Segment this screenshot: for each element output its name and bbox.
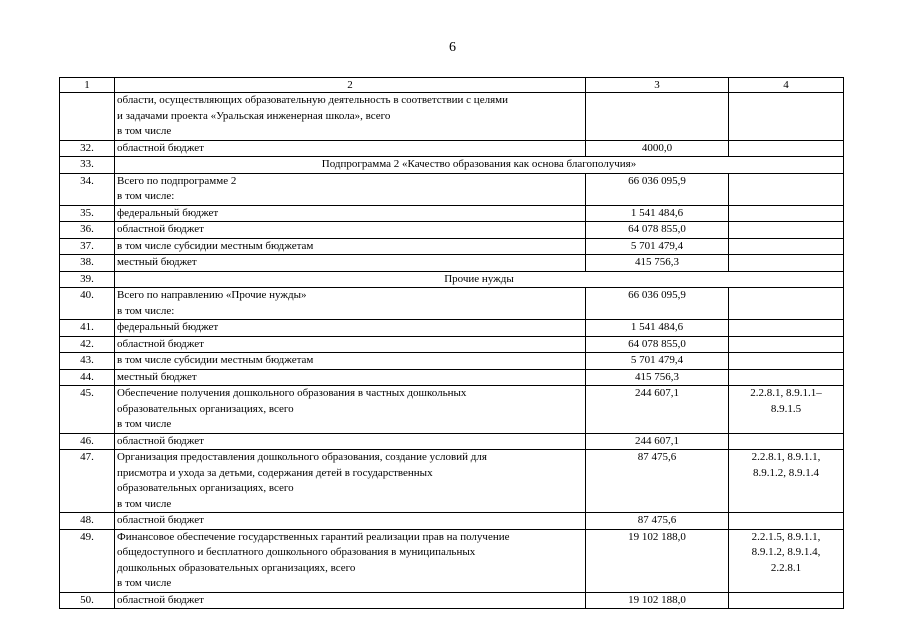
row-number: 34. [60, 173, 115, 205]
indicator-refs [729, 369, 844, 386]
row-number: 35. [60, 205, 115, 222]
item-name: в том числе субсидии местным бюджетам [115, 353, 586, 370]
table-row [60, 238, 844, 255]
indicator-refs: 2.2.1.5, 8.9.1.1, 8.9.1.2, 8.9.1.4, 2.2.8.1 [729, 529, 844, 592]
row-number: 32. [60, 140, 115, 157]
item-name: в том числе субсидии местным бюджетам [115, 238, 586, 255]
row-number: 43. [60, 353, 115, 370]
row-number: 37. [60, 238, 115, 255]
item-name: областной бюджет [115, 140, 586, 157]
item-name: местный бюджет [115, 369, 586, 386]
item-name: областной бюджет [115, 222, 586, 239]
row-number: 38. [60, 255, 115, 272]
indicator-refs: 2.2.8.1, 8.9.1.1, 8.9.1.2, 8.9.1.4 [729, 450, 844, 513]
table-row [60, 173, 844, 205]
item-name: местный бюджет [115, 255, 586, 272]
amount-value: 87 475,6 [586, 513, 729, 530]
column-header-2: 2 [115, 78, 586, 93]
table-row [60, 93, 844, 141]
item-name: федеральный бюджет [115, 205, 586, 222]
table-row [60, 369, 844, 386]
amount-value: 5 701 479,4 [586, 238, 729, 255]
table-body [60, 78, 844, 609]
amount-value: 5 701 479,4 [586, 353, 729, 370]
table-row [60, 513, 844, 530]
row-number: 45. [60, 386, 115, 434]
table-row [60, 222, 844, 239]
indicator-refs [729, 353, 844, 370]
section-title: Прочие нужды [115, 271, 844, 288]
item-name: области, осуществляющих образовательную деятельность в соответствии с целями и задачами проекта «Уральская инженерная школа», всего в том числе [115, 93, 586, 141]
indicator-refs [729, 173, 844, 205]
table-section-row [60, 157, 844, 174]
indicator-refs [729, 222, 844, 239]
indicator-refs [729, 320, 844, 337]
table-row [60, 353, 844, 370]
table-row [60, 592, 844, 609]
row-number: 47. [60, 450, 115, 513]
row-number: 50. [60, 592, 115, 609]
indicator-refs [729, 255, 844, 272]
indicator-refs [729, 140, 844, 157]
row-number: 41. [60, 320, 115, 337]
row-number: 44. [60, 369, 115, 386]
amount-value: 415 756,3 [586, 369, 729, 386]
amount-value: 19 102 188,0 [586, 592, 729, 609]
row-number: 36. [60, 222, 115, 239]
amount-value: 244 607,1 [586, 433, 729, 450]
indicator-refs [729, 336, 844, 353]
item-name: федеральный бюджет [115, 320, 586, 337]
page-number: 6 [449, 40, 456, 55]
table-row [60, 433, 844, 450]
item-name: Всего по направлению «Прочие нужды» в том числе: [115, 288, 586, 320]
indicator-refs: 2.2.8.1, 8.9.1.1– 8.9.1.5 [729, 386, 844, 434]
item-name: Организация предоставления дошкольного образования, создание условий для присмотра и ухода за детьми, содержания детей в государственных образовательных организациях, всего в том числе [115, 450, 586, 513]
item-name: областной бюджет [115, 513, 586, 530]
indicator-refs [729, 288, 844, 320]
amount-value [586, 93, 729, 141]
amount-value: 1 541 484,6 [586, 320, 729, 337]
amount-value: 87 475,6 [586, 450, 729, 513]
table-row [60, 140, 844, 157]
item-name: областной бюджет [115, 592, 586, 609]
row-number: 33. [60, 157, 115, 174]
item-name: Всего по подпрограмме 2 в том числе: [115, 173, 586, 205]
table-row [60, 529, 844, 592]
item-name: областной бюджет [115, 336, 586, 353]
amount-value: 66 036 095,9 [586, 173, 729, 205]
indicator-refs [729, 592, 844, 609]
amount-value: 244 607,1 [586, 386, 729, 434]
section-title: Подпрограмма 2 «Качество образования как основа благополучия» [115, 157, 844, 174]
amount-value: 66 036 095,9 [586, 288, 729, 320]
amount-value: 415 756,3 [586, 255, 729, 272]
row-number: 40. [60, 288, 115, 320]
row-number: 46. [60, 433, 115, 450]
indicator-refs [729, 205, 844, 222]
item-name: областной бюджет [115, 433, 586, 450]
budget-table [59, 77, 844, 609]
table-row [60, 205, 844, 222]
indicator-refs [729, 93, 844, 141]
row-number [60, 93, 115, 141]
column-header-3: 3 [586, 78, 729, 93]
amount-value: 64 078 855,0 [586, 222, 729, 239]
item-name: Финансовое обеспечение государственных гарантий реализации прав на получение общедоступного и бесплатного дошкольного образования в муниципальных дошкольных образовательных организациях, всего в том числе [115, 529, 586, 592]
table-row [60, 450, 844, 513]
indicator-refs [729, 433, 844, 450]
item-name: Обеспечение получения дошкольного образования в частных дошкольных образовательных организациях, всего в том числе [115, 386, 586, 434]
row-number: 48. [60, 513, 115, 530]
indicator-refs [729, 238, 844, 255]
table-header-row [60, 78, 844, 93]
indicator-refs [729, 513, 844, 530]
table-row [60, 255, 844, 272]
amount-value: 4000,0 [586, 140, 729, 157]
table-section-row [60, 271, 844, 288]
amount-value: 1 541 484,6 [586, 205, 729, 222]
table-row [60, 288, 844, 320]
row-number: 42. [60, 336, 115, 353]
row-number: 49. [60, 529, 115, 592]
table-row [60, 386, 844, 434]
column-header-1: 1 [60, 78, 115, 93]
amount-value: 64 078 855,0 [586, 336, 729, 353]
amount-value: 19 102 188,0 [586, 529, 729, 592]
table-row [60, 336, 844, 353]
column-header-4: 4 [729, 78, 844, 93]
row-number: 39. [60, 271, 115, 288]
table-row [60, 320, 844, 337]
